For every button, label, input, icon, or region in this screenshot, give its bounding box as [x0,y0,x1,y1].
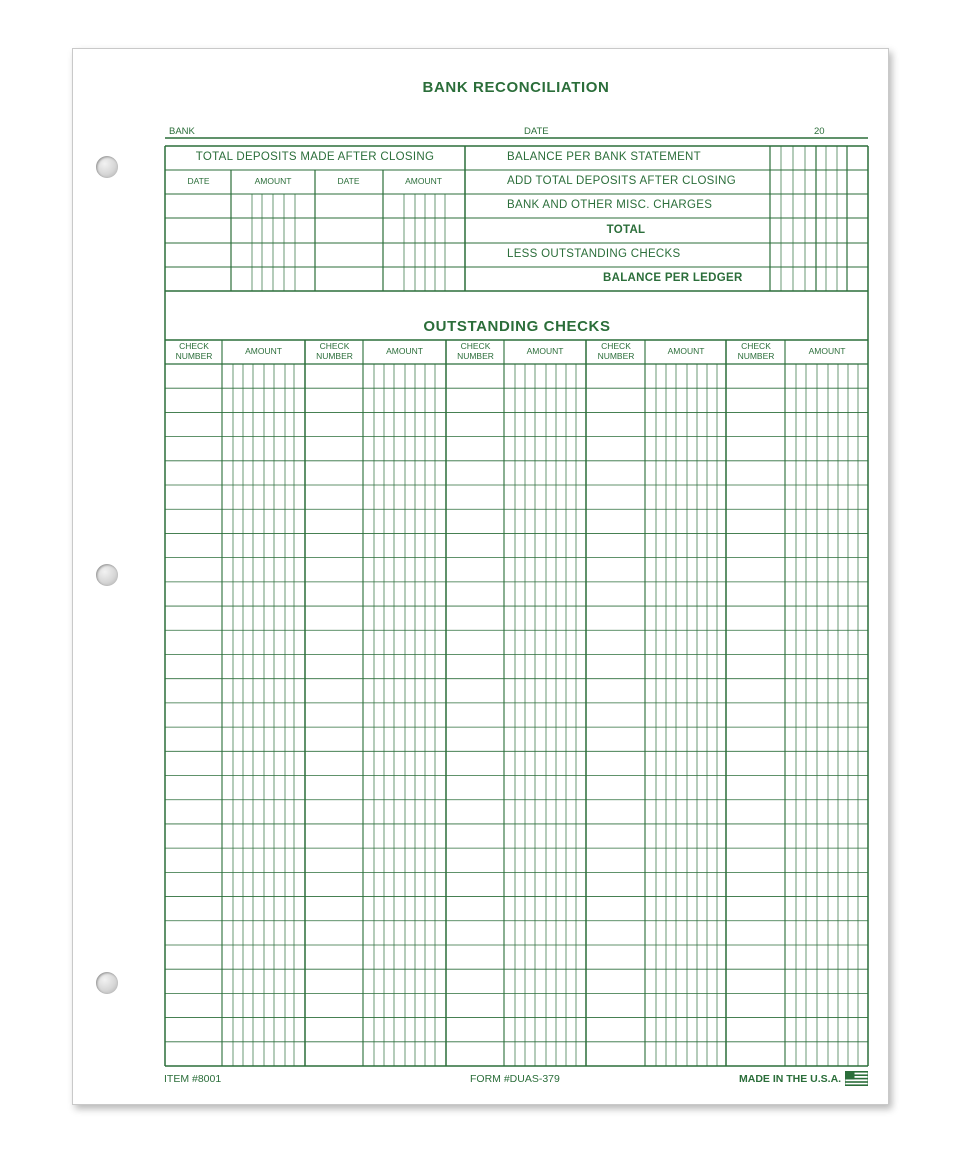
form-title: BANK RECONCILIATION [422,79,610,96]
check-number-header: CHECK NUMBER [316,341,353,361]
deposits-date-col-1: DATE [187,176,210,186]
amount-header: AMOUNT [667,346,705,356]
less-outstanding-label: LESS OUTSTANDING CHECKS [507,248,681,260]
bank-charges-label: BANK AND OTHER MISC. CHARGES [507,199,713,211]
check-number-header: CHECK NUMBER [737,341,775,361]
made-in-usa: MADE IN THE U.S.A. [739,1073,842,1085]
year-prefix: 20 [814,126,825,137]
date-label: DATE [524,126,549,137]
deposits-heading: TOTAL DEPOSITS MADE AFTER CLOSING [195,151,435,163]
deposits-amount-col-1: AMOUNT [254,176,292,186]
bank-label: BANK [169,126,195,137]
deposits-amount-col-2: AMOUNT [405,176,442,186]
check-number-header: CHECK NUMBER [175,341,213,361]
amount-header: AMOUNT [808,346,846,356]
total-label: TOTAL [606,224,646,236]
balance-per-bank-label: BALANCE PER BANK STATEMENT [507,151,701,163]
item-number: ITEM #8001 [164,1073,222,1085]
outstanding-checks-heading: OUTSTANDING CHECKS [423,318,611,335]
form-number: FORM #DUAS-379 [470,1073,560,1085]
add-deposits-label: ADD TOTAL DEPOSITS AFTER CLOSING [507,175,736,187]
check-number-header: CHECK NUMBER [597,341,635,361]
us-flag-icon [845,1071,868,1086]
deposits-date-col-2: DATE [337,176,360,186]
amount-header: AMOUNT [386,346,423,356]
balance-per-ledger-label: BALANCE PER LEDGER [603,272,743,284]
amount-header: AMOUNT [245,346,282,356]
check-number-header: CHECK NUMBER [457,341,494,361]
amount-header: AMOUNT [526,346,564,356]
